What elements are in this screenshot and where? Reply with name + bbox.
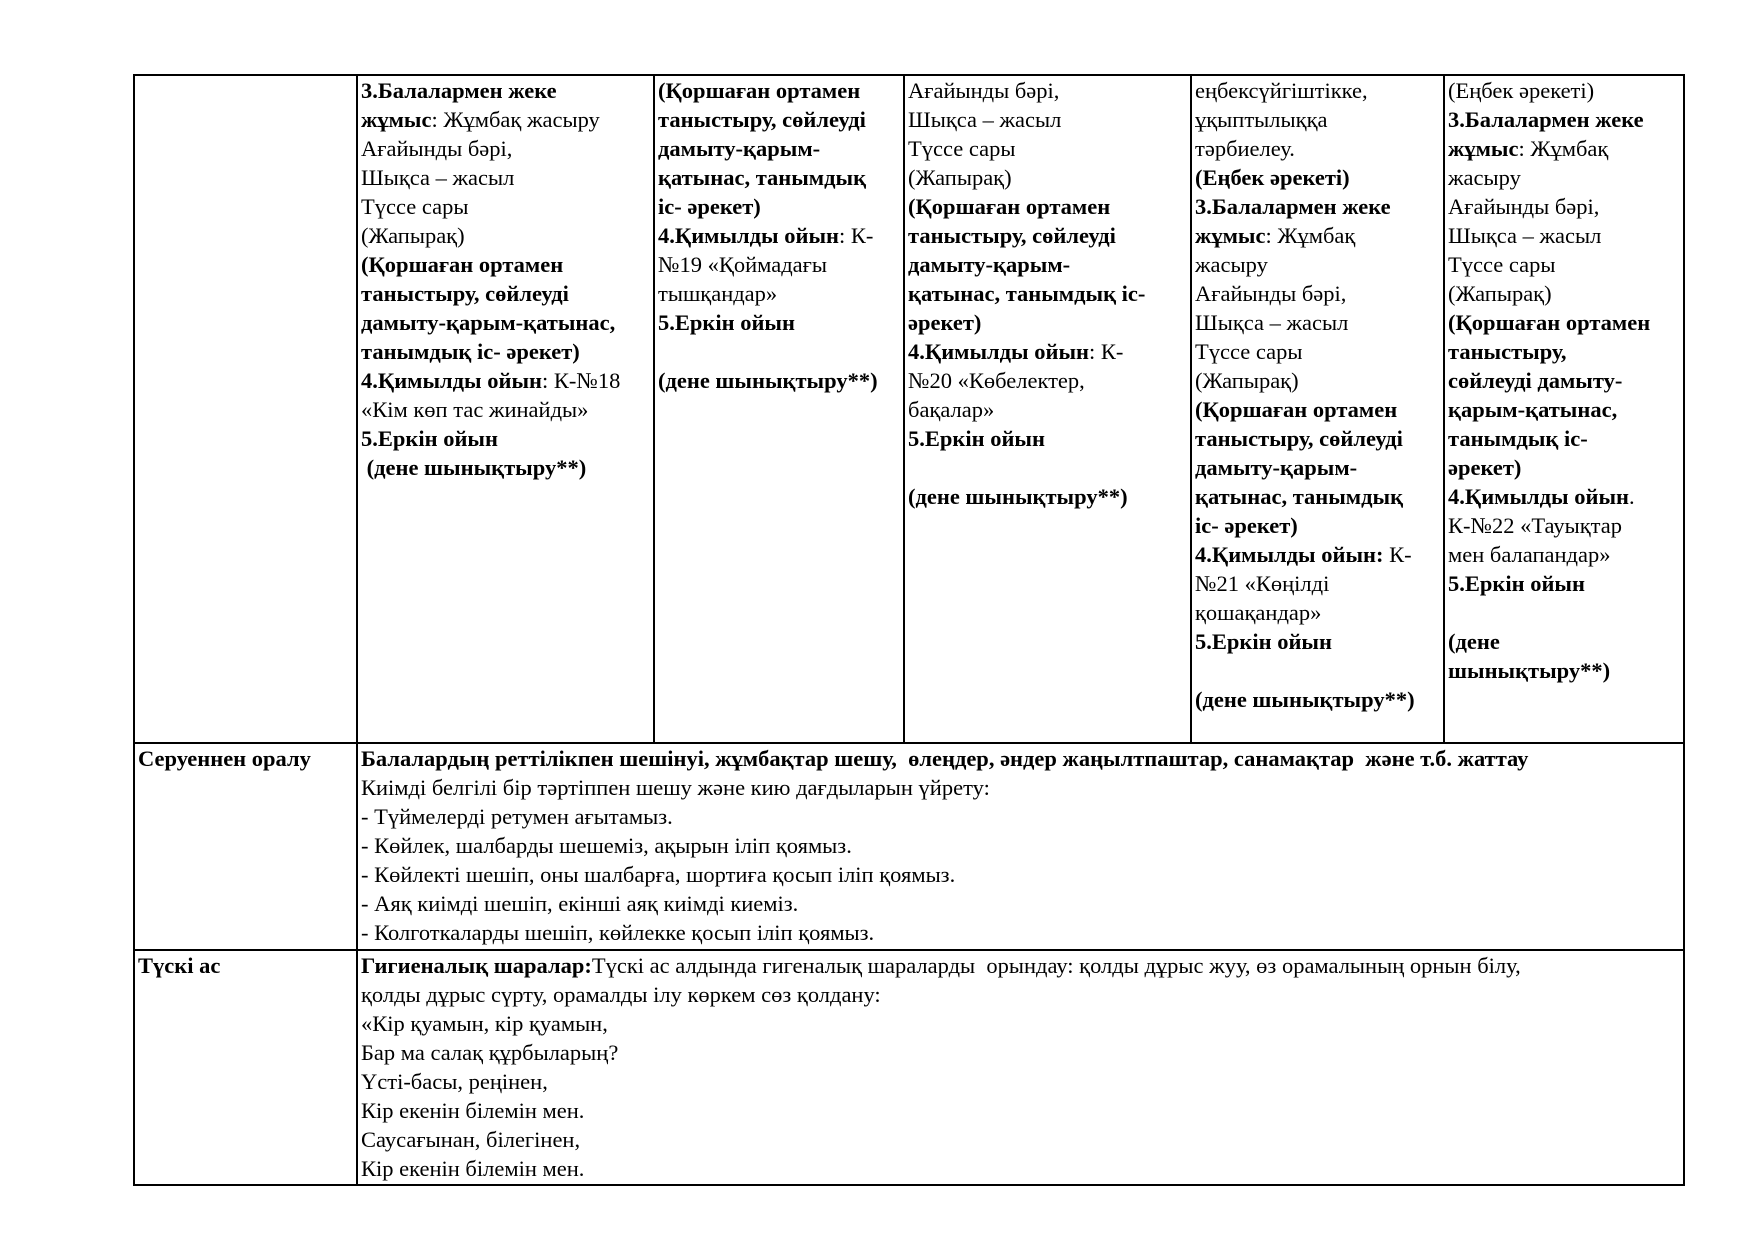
text-line bbox=[1448, 134, 1681, 163]
text-run: - Түймелерді ретумен ағытамыз. bbox=[361, 804, 673, 829]
text-line bbox=[908, 134, 1188, 163]
text-run: Ағайынды бәрі, bbox=[908, 78, 1060, 103]
text-line bbox=[1195, 192, 1441, 221]
text-line bbox=[908, 76, 1188, 105]
text-run: ұқыптылыққа bbox=[1195, 107, 1328, 132]
text-line bbox=[361, 1009, 1681, 1038]
text-run: дамыту-қарым-қатынас, bbox=[361, 310, 616, 335]
text-run: Киімді белгілі бір тәртіппен шешу және кию дағдыларын үйрету: bbox=[361, 775, 990, 800]
text-line bbox=[1195, 395, 1441, 424]
text-line bbox=[658, 366, 901, 395]
text-run: 5.Еркін ойын bbox=[1448, 571, 1585, 596]
text-line bbox=[361, 76, 651, 105]
text-run: 5.Еркін ойын bbox=[361, 426, 498, 451]
text-run: (Жапырақ) bbox=[361, 223, 465, 248]
row-label-return-from-walk bbox=[134, 743, 357, 950]
text-line bbox=[908, 279, 1188, 308]
text-line bbox=[908, 250, 1188, 279]
text-run: Ағайынды бәрі, bbox=[361, 136, 513, 161]
text-run: дамыту-қарым- bbox=[908, 252, 1071, 277]
text-run: : Жұмбақ bbox=[1265, 223, 1356, 248]
text-run: 3.Балалармен жеке bbox=[1195, 194, 1391, 219]
text-run: (дене bbox=[1448, 629, 1500, 654]
text-line bbox=[1448, 598, 1681, 627]
text-run: (Жапырақ) bbox=[1195, 368, 1299, 393]
text-run: (Қоршаған ортамен bbox=[658, 78, 861, 103]
text-line bbox=[1195, 163, 1441, 192]
text-line bbox=[908, 221, 1188, 250]
text-run: К- bbox=[1383, 542, 1412, 567]
row-label-cell-empty bbox=[134, 75, 357, 743]
text-line bbox=[361, 105, 651, 134]
text-run: тышқандар» bbox=[658, 281, 778, 306]
text-line bbox=[1448, 337, 1681, 366]
return-from-walk-content bbox=[357, 743, 1684, 950]
text-line bbox=[361, 831, 1681, 860]
text-line bbox=[361, 1038, 1681, 1067]
text-line bbox=[1448, 569, 1681, 598]
text-line bbox=[1448, 656, 1681, 685]
text-line bbox=[658, 221, 901, 250]
text-run: әрекет) bbox=[908, 310, 982, 335]
text-line bbox=[908, 482, 1188, 511]
text-run: Түссе сары bbox=[1195, 339, 1303, 364]
text-line bbox=[361, 192, 651, 221]
return-from-walk-row bbox=[134, 743, 1684, 950]
text-run: мен балапандар» bbox=[1448, 542, 1611, 567]
text-line bbox=[1195, 250, 1441, 279]
text-line bbox=[361, 453, 651, 482]
text-run: : К- bbox=[1089, 339, 1124, 364]
text-line bbox=[361, 951, 1681, 980]
text-run: Шықса – жасыл bbox=[1448, 223, 1602, 248]
day-cell-2 bbox=[654, 75, 904, 743]
text-line bbox=[908, 105, 1188, 134]
text-line bbox=[1195, 76, 1441, 105]
text-line bbox=[361, 424, 651, 453]
text-run: іс- әрекет) bbox=[658, 194, 761, 219]
text-run: 4.Қимылды ойын bbox=[361, 368, 542, 393]
lunch-row bbox=[134, 950, 1684, 1185]
day-cell-5 bbox=[1444, 75, 1684, 743]
text-line bbox=[1195, 511, 1441, 540]
text-run: Ағайынды бәрі, bbox=[1448, 194, 1600, 219]
lunch-label: Түскі ас bbox=[138, 953, 221, 978]
text-line bbox=[658, 337, 901, 366]
text-run: (дене шынықтыру**) bbox=[658, 368, 878, 393]
text-run: 3.Балалармен жеке bbox=[361, 78, 557, 103]
text-run: №20 «Көбелектер, bbox=[908, 368, 1085, 393]
text-run: іс- әрекет) bbox=[1195, 513, 1298, 538]
text-line bbox=[361, 221, 651, 250]
text-run: сөйлеуді дамыту- bbox=[1448, 368, 1623, 393]
text-line bbox=[1448, 540, 1681, 569]
text-line bbox=[1195, 482, 1441, 511]
text-run: 4.Қимылды ойын bbox=[908, 339, 1089, 364]
text-run: «Кір қуамын, кір қуамын, bbox=[361, 1011, 608, 1036]
text-run: еңбексүйгіштікке, bbox=[1195, 78, 1368, 103]
day-cell-1 bbox=[357, 75, 654, 743]
text-run: бақалар» bbox=[908, 397, 995, 422]
text-run: қошақандар» bbox=[1195, 600, 1322, 625]
text-run: Түскі ас алдында гигеналық шараларды орындау: қолды дұрыс жуу, өз орамалының орнын білу, bbox=[591, 953, 1521, 978]
text-run: Бар ма салақ құрбыларың? bbox=[361, 1040, 619, 1065]
text-run: Шықса – жасыл bbox=[361, 165, 515, 190]
text-line bbox=[1448, 192, 1681, 221]
text-run: №21 «Көңілді bbox=[1195, 571, 1330, 596]
text-run: - Көйлекті шешіп, оны шалбарға, шортиға қосып іліп қоямыз. bbox=[361, 862, 956, 887]
text-run: : Жұмбақ bbox=[1518, 136, 1609, 161]
daily-plan-table bbox=[133, 74, 1685, 1186]
text-line bbox=[908, 192, 1188, 221]
text-line bbox=[1195, 221, 1441, 250]
text-line bbox=[1448, 627, 1681, 656]
day-cell-4 bbox=[1191, 75, 1444, 743]
lunch-content bbox=[357, 950, 1684, 1185]
plan-document bbox=[133, 74, 1683, 1186]
text-run: (Қоршаған ортамен bbox=[908, 194, 1111, 219]
text-run: жасыру bbox=[1195, 252, 1268, 277]
text-line bbox=[1195, 685, 1441, 714]
text-run: қатынас, танымдық іс- bbox=[908, 281, 1146, 306]
text-run: (дене шынықтыру**) bbox=[361, 455, 587, 480]
text-run: (Қоршаған ортамен bbox=[1448, 310, 1651, 335]
text-line bbox=[658, 134, 901, 163]
text-line bbox=[361, 1125, 1681, 1154]
text-line bbox=[1448, 482, 1681, 511]
text-run: қарым-қатынас, bbox=[1448, 397, 1618, 422]
text-run: Ағайынды бәрі, bbox=[1195, 281, 1347, 306]
text-run: Кір екенін білемін мен. bbox=[361, 1156, 585, 1181]
text-line bbox=[1448, 308, 1681, 337]
text-run: таныстыру, сөйлеуді bbox=[908, 223, 1116, 248]
text-run: қолды дұрыс сүрту, орамалды ілу көркем сөз қолдану: bbox=[361, 982, 881, 1007]
text-run: : Жұмбақ жасыру bbox=[431, 107, 600, 132]
text-line bbox=[1448, 279, 1681, 308]
text-run: - Колготкаларды шешіп, көйлекке қосып іліп қоямыз. bbox=[361, 920, 875, 945]
text-line bbox=[361, 395, 651, 424]
text-line bbox=[908, 424, 1188, 453]
text-run: таныстыру, bbox=[1448, 339, 1567, 364]
text-run: 5.Еркін ойын bbox=[908, 426, 1045, 451]
text-line bbox=[1195, 540, 1441, 569]
text-line bbox=[361, 250, 651, 279]
text-line bbox=[361, 279, 651, 308]
text-run: Түссе сары bbox=[908, 136, 1016, 161]
text-run: К-№22 «Тауықтар bbox=[1448, 513, 1623, 538]
text-line bbox=[908, 163, 1188, 192]
text-run: әрекет) bbox=[1448, 455, 1522, 480]
text-run: (дене шынықтыру**) bbox=[908, 484, 1128, 509]
text-line bbox=[1448, 366, 1681, 395]
text-run: Түссе сары bbox=[1448, 252, 1556, 277]
text-line bbox=[1195, 366, 1441, 395]
text-line bbox=[1195, 598, 1441, 627]
text-run: 5.Еркін ойын bbox=[1195, 629, 1332, 654]
text-line bbox=[361, 860, 1681, 889]
text-line bbox=[1195, 656, 1441, 685]
text-run: жұмыс bbox=[1448, 136, 1519, 161]
text-line bbox=[361, 773, 1681, 802]
text-run: 4.Қимылды ойын bbox=[658, 223, 839, 248]
text-line bbox=[361, 366, 651, 395]
text-run: қатынас, танымдық bbox=[1195, 484, 1404, 509]
text-line bbox=[361, 134, 651, 163]
text-run: 5.Еркін ойын bbox=[658, 310, 795, 335]
activities-row bbox=[134, 75, 1684, 743]
text-run: Үсті-басы, реңінен, bbox=[361, 1069, 548, 1094]
text-line bbox=[908, 337, 1188, 366]
text-run: (Еңбек әрекеті) bbox=[1195, 165, 1350, 190]
text-run: №19 «Қоймадағы bbox=[658, 252, 827, 277]
text-line bbox=[361, 308, 651, 337]
day-cell-3 bbox=[904, 75, 1191, 743]
text-run: танымдық іс- bbox=[1448, 426, 1588, 451]
text-run: «Кім көп тас жинайды» bbox=[361, 397, 589, 422]
text-line bbox=[1448, 424, 1681, 453]
text-line bbox=[361, 1154, 1681, 1183]
text-run: Шықса – жасыл bbox=[908, 107, 1062, 132]
text-line bbox=[1448, 453, 1681, 482]
text-run: : К-№18 bbox=[542, 368, 621, 393]
text-run: - Аяқ киімді шешіп, екінші аяқ киімді киеміз. bbox=[361, 891, 799, 916]
text-run: Саусағынан, білегінен, bbox=[361, 1127, 581, 1152]
text-run: жасыру bbox=[1448, 165, 1521, 190]
text-line bbox=[361, 802, 1681, 831]
text-run: (дене шынықтыру**) bbox=[1195, 687, 1415, 712]
text-line bbox=[1195, 134, 1441, 163]
return-from-walk-label: Серуеннен оралу bbox=[138, 746, 311, 771]
text-line bbox=[1448, 76, 1681, 105]
text-run: таныстыру, сөйлеуді bbox=[361, 281, 569, 306]
text-run: - Көйлек, шалбарды шешеміз, ақырын іліп қоямыз. bbox=[361, 833, 852, 858]
text-line bbox=[908, 366, 1188, 395]
text-run: Шықса – жасыл bbox=[1195, 310, 1349, 335]
text-run: (Жапырақ) bbox=[908, 165, 1012, 190]
text-run: (Еңбек әрекеті) bbox=[1448, 78, 1595, 103]
text-run: (Қоршаған ортамен bbox=[361, 252, 564, 277]
text-run: дамыту-қарым- bbox=[1195, 455, 1358, 480]
text-line bbox=[1448, 163, 1681, 192]
text-line bbox=[658, 76, 901, 105]
text-run: (Қоршаған ортамен bbox=[1195, 397, 1398, 422]
text-line bbox=[1195, 627, 1441, 656]
text-line bbox=[361, 889, 1681, 918]
text-line bbox=[658, 308, 901, 337]
text-run: Кір екенін білемін мен. bbox=[361, 1098, 585, 1123]
row-label-lunch bbox=[134, 950, 357, 1185]
text-line bbox=[1195, 569, 1441, 598]
text-run: жұмыс bbox=[361, 107, 432, 132]
text-line bbox=[1195, 105, 1441, 134]
text-line bbox=[1195, 337, 1441, 366]
text-line bbox=[1448, 250, 1681, 279]
text-run: дамыту-қарым- bbox=[658, 136, 821, 161]
text-line bbox=[361, 1067, 1681, 1096]
text-line bbox=[908, 395, 1188, 424]
text-line bbox=[1448, 395, 1681, 424]
text-run: қатынас, танымдық bbox=[658, 165, 867, 190]
text-run: Түссе сары bbox=[361, 194, 469, 219]
text-line bbox=[1448, 221, 1681, 250]
text-line bbox=[658, 105, 901, 134]
text-run: 4.Қимылды ойын: bbox=[1195, 542, 1384, 567]
text-line bbox=[361, 744, 1681, 773]
text-line bbox=[658, 192, 901, 221]
text-line bbox=[908, 308, 1188, 337]
text-line bbox=[658, 163, 901, 192]
text-run: танымдық іс- әрекет) bbox=[361, 339, 580, 364]
text-run: шынықтыру**) bbox=[1448, 658, 1611, 683]
text-line bbox=[1448, 105, 1681, 134]
text-line bbox=[1195, 424, 1441, 453]
text-line bbox=[361, 1096, 1681, 1125]
text-line bbox=[1195, 279, 1441, 308]
text-run: 4.Қимылды ойын bbox=[1448, 484, 1629, 509]
text-run: (Жапырақ) bbox=[1448, 281, 1552, 306]
text-run: Гигиеналық шаралар: bbox=[361, 953, 592, 978]
text-line bbox=[1448, 511, 1681, 540]
text-line bbox=[658, 279, 901, 308]
text-line bbox=[908, 453, 1188, 482]
text-line bbox=[1195, 453, 1441, 482]
text-run: : К- bbox=[839, 223, 874, 248]
text-line bbox=[361, 337, 651, 366]
text-run: таныстыру, сөйлеуді bbox=[1195, 426, 1403, 451]
text-line bbox=[361, 980, 1681, 1009]
text-run: тәрбиелеу. bbox=[1195, 136, 1295, 161]
text-run: таныстыру, сөйлеуді bbox=[658, 107, 866, 132]
text-line bbox=[1195, 308, 1441, 337]
text-line bbox=[361, 918, 1681, 947]
text-run: жұмыс bbox=[1195, 223, 1266, 248]
text-line bbox=[658, 250, 901, 279]
text-run: Балалардың реттілікпен шешінуі, жұмбақтар шешу, өлеңдер, әндер жаңылтпаштар, санамақтар және т.б. жаттау bbox=[361, 746, 1529, 771]
text-run: . bbox=[1629, 484, 1635, 509]
text-line bbox=[361, 163, 651, 192]
text-run: 3.Балалармен жеке bbox=[1448, 107, 1644, 132]
